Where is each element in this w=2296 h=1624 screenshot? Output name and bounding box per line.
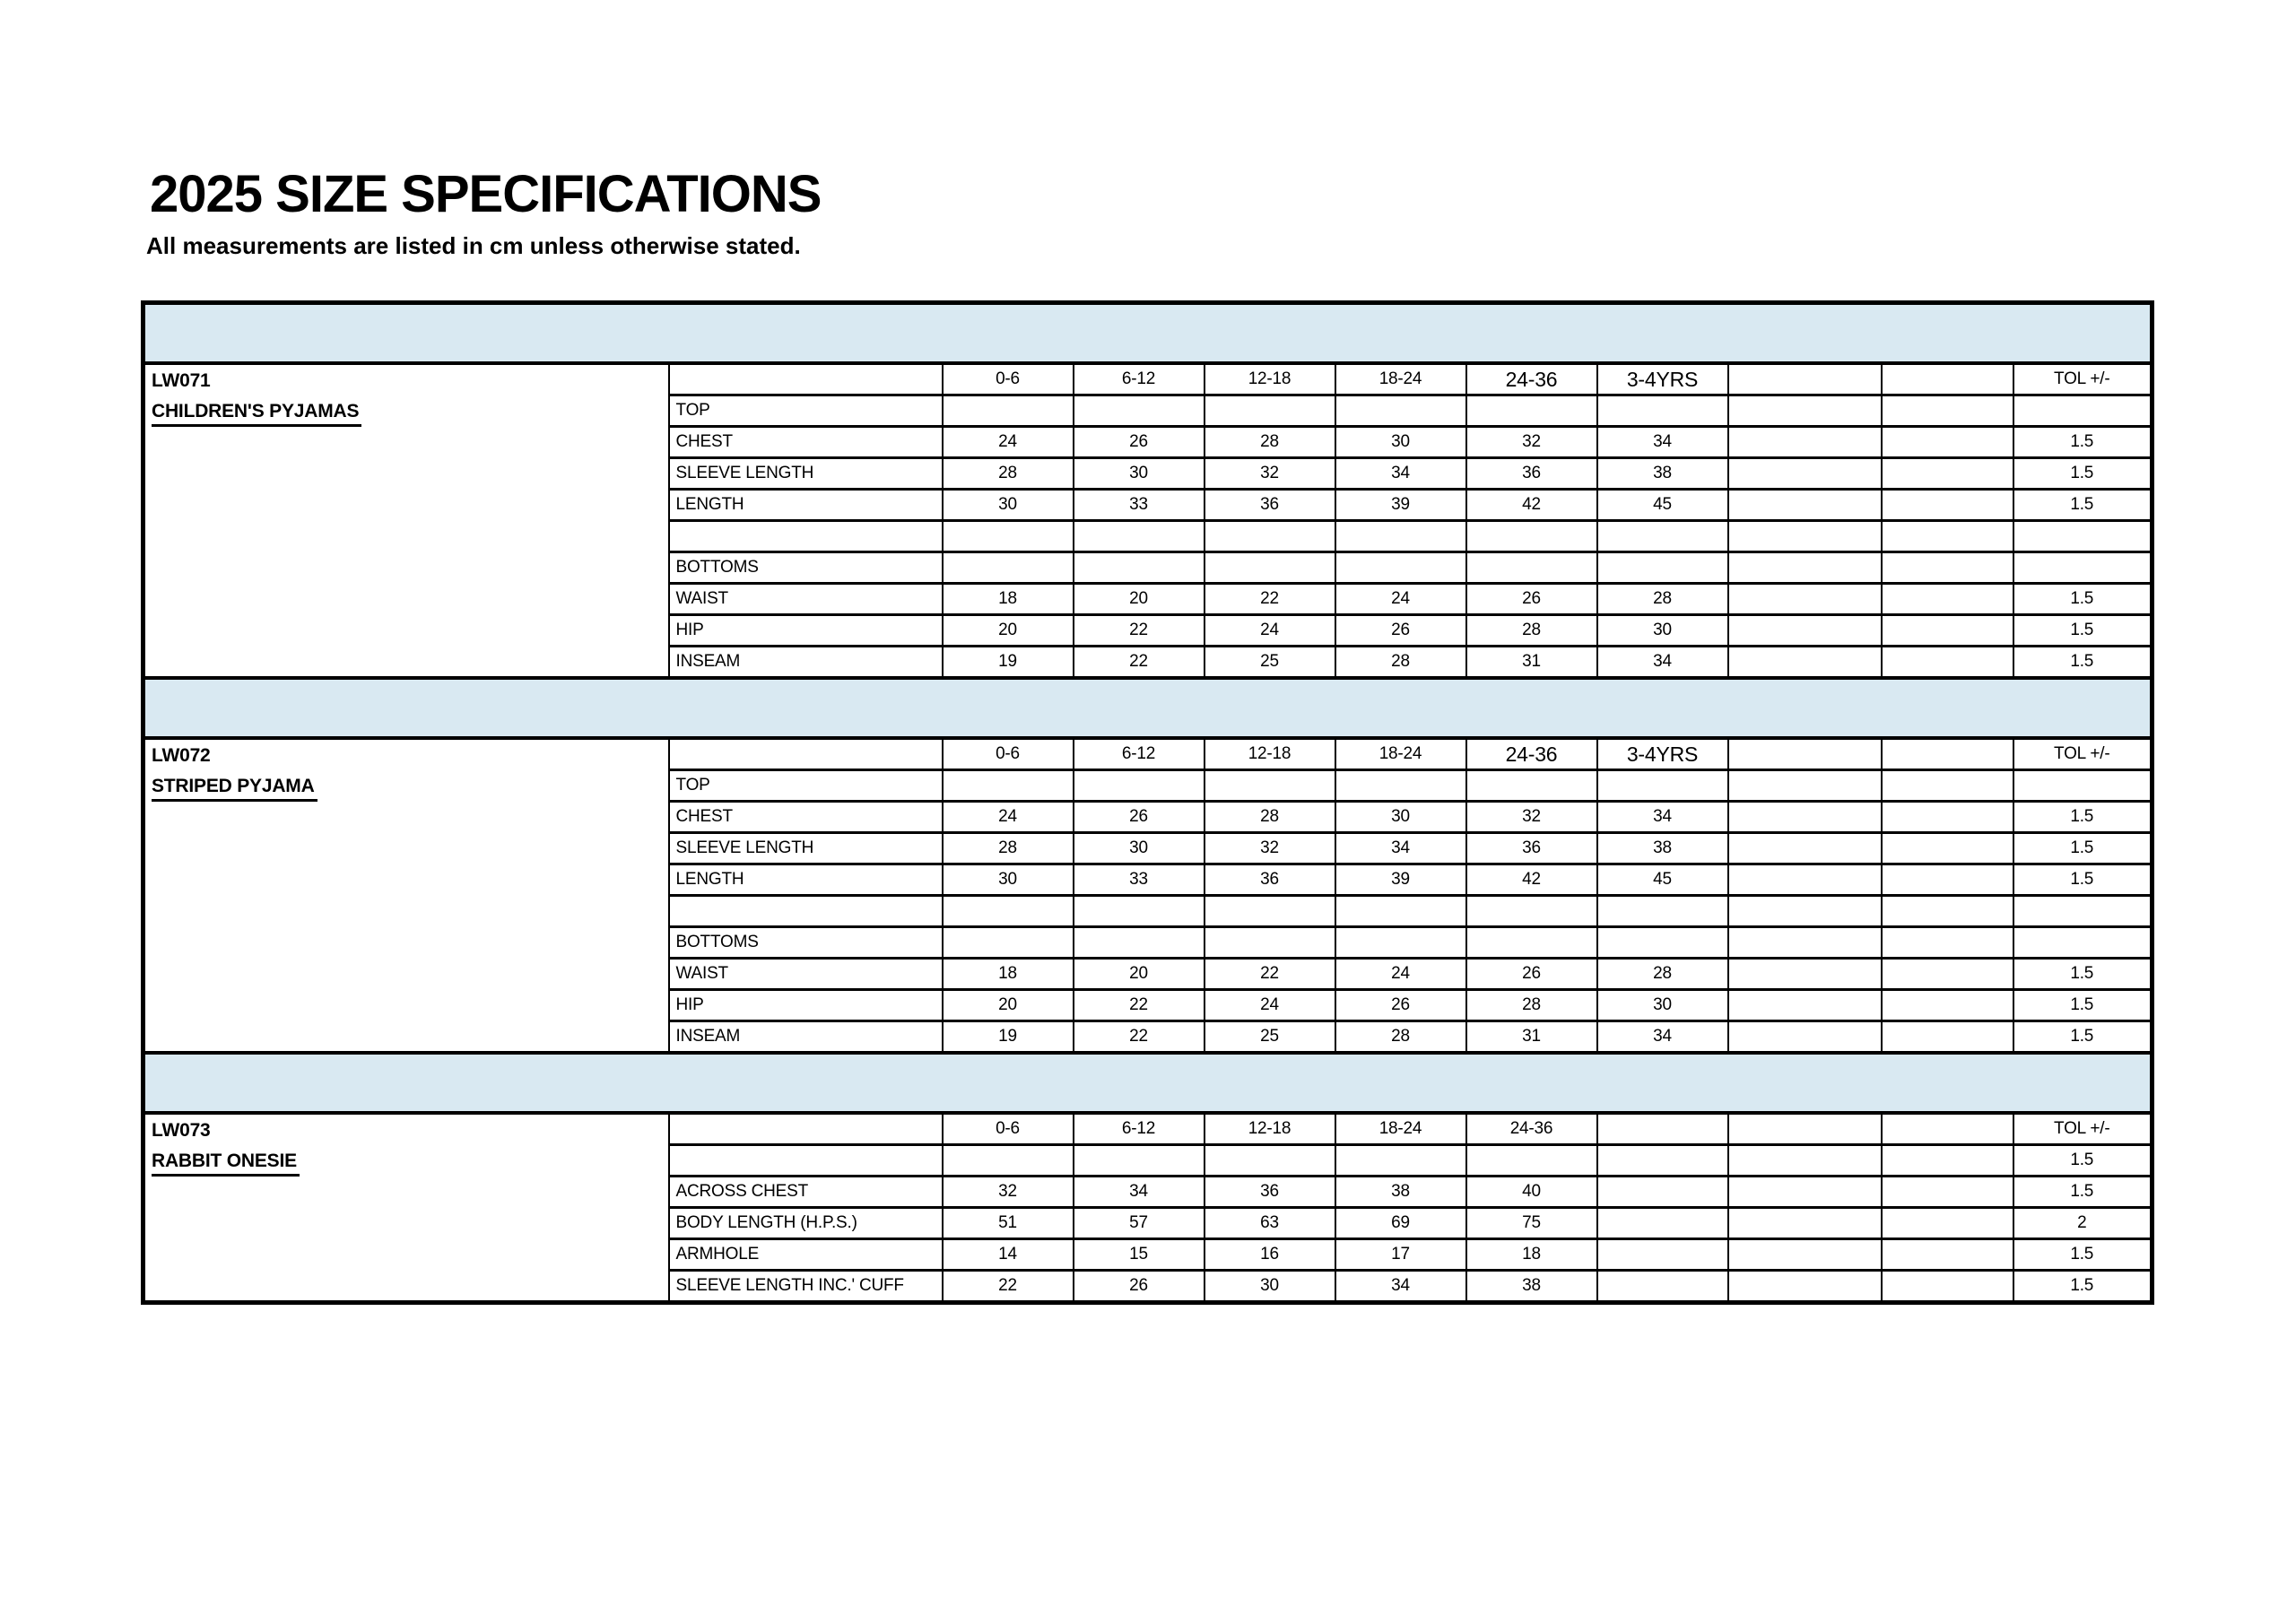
size-value-cell: 28: [1335, 647, 1466, 679]
size-value-cell: 63: [1205, 1208, 1335, 1239]
size-value-cell: 26: [1466, 959, 1597, 990]
filler-cell: [1882, 647, 2013, 679]
filler-cell: [1728, 395, 1882, 427]
empty-label-cell: [669, 738, 943, 770]
size-header-cell: 3-4YRS: [1597, 738, 1728, 770]
measurement-label-cell: BOTTOMS: [669, 552, 943, 584]
size-value-cell: 34: [1597, 1021, 1728, 1054]
measurement-label-cell: INSEAM: [669, 1021, 943, 1054]
size-value-cell: 36: [1466, 833, 1597, 864]
measurement-label-cell: HIP: [669, 990, 943, 1021]
size-header-cell: 18-24: [1335, 363, 1466, 395]
size-value-cell: 14: [943, 1239, 1074, 1271]
size-value-cell: 38: [1466, 1271, 1597, 1303]
size-value-cell: 32: [1466, 802, 1597, 833]
size-value-cell: 31: [1466, 1021, 1597, 1054]
measurement-label-cell: ARMHOLE: [669, 1239, 943, 1271]
size-header-cell: 12-18: [1205, 738, 1335, 770]
filler-cell: [1882, 770, 2013, 802]
size-value-cell: 18: [1466, 1239, 1597, 1271]
size-header-cell: [1597, 1113, 1728, 1145]
filler-cell: [1882, 802, 2013, 833]
size-value-cell: 20: [1074, 959, 1205, 990]
size-value-cell: [1335, 552, 1466, 584]
tolerance-value-cell: [2013, 395, 2152, 427]
filler-cell: [1882, 395, 2013, 427]
filler-cell: [1728, 647, 1882, 679]
size-value-cell: 33: [1074, 490, 1205, 521]
product-name: STRIPED PYJAMA: [152, 776, 317, 802]
tolerance-value-cell: [2013, 521, 2152, 552]
tolerance-value-cell: 1.5: [2013, 427, 2152, 458]
measurement-label-cell: SLEEVE LENGTH: [669, 833, 943, 864]
filler-cell: [1728, 1145, 1882, 1177]
filler-cell: [1882, 864, 2013, 896]
filler-cell: [1882, 427, 2013, 458]
filler-cell: [1882, 1113, 2013, 1145]
filler-cell: [1728, 1113, 1882, 1145]
size-value-cell: 26: [1074, 427, 1205, 458]
tolerance-value-cell: 1.5: [2013, 864, 2152, 896]
size-value-cell: 51: [943, 1208, 1074, 1239]
measurement-label-cell: WAIST: [669, 584, 943, 615]
tolerance-value-cell: 1.5: [2013, 490, 2152, 521]
size-value-cell: 34: [1597, 802, 1728, 833]
size-value-cell: 26: [1074, 802, 1205, 833]
size-value-cell: 30: [1074, 833, 1205, 864]
tolerance-value-cell: 1.5: [2013, 1271, 2152, 1303]
size-value-cell: 20: [943, 990, 1074, 1021]
size-value-cell: [1205, 927, 1335, 959]
filler-cell: [1882, 959, 2013, 990]
size-value-cell: [943, 927, 1074, 959]
size-value-cell: [1205, 552, 1335, 584]
size-value-cell: [1597, 770, 1728, 802]
size-value-cell: 28: [1466, 990, 1597, 1021]
filler-cell: [1882, 927, 2013, 959]
measurement-label-cell: ACROSS CHEST: [669, 1177, 943, 1208]
size-value-cell: 18: [943, 959, 1074, 990]
size-header-cell: 24-36: [1466, 738, 1597, 770]
size-value-cell: [1205, 521, 1335, 552]
measurement-label-cell: HIP: [669, 615, 943, 647]
size-value-cell: [1597, 552, 1728, 584]
size-value-cell: 19: [943, 1021, 1074, 1054]
filler-cell: [1728, 615, 1882, 647]
size-value-cell: 32: [1205, 458, 1335, 490]
size-value-cell: [1466, 521, 1597, 552]
size-value-cell: 31: [1466, 647, 1597, 679]
size-value-cell: 30: [943, 490, 1074, 521]
page-subtitle: All measurements are listed in cm unless otherwise stated.: [146, 232, 801, 259]
tolerance-value-cell: [2013, 927, 2152, 959]
section-divider-band: [144, 678, 2152, 738]
size-value-cell: [1597, 1271, 1728, 1303]
measurement-label-cell: [669, 521, 943, 552]
filler-cell: [1882, 615, 2013, 647]
filler-cell: [1882, 896, 2013, 927]
size-value-cell: 18: [943, 584, 1074, 615]
size-header-cell: 24-36: [1466, 1113, 1597, 1145]
size-value-cell: [1074, 395, 1205, 427]
size-value-cell: 20: [943, 615, 1074, 647]
size-value-cell: 20: [1074, 584, 1205, 615]
size-value-cell: [1466, 770, 1597, 802]
size-value-cell: [1074, 770, 1205, 802]
size-value-cell: 39: [1335, 490, 1466, 521]
size-header-cell: 6-12: [1074, 738, 1205, 770]
size-value-cell: 28: [1597, 584, 1728, 615]
tolerance-value-cell: 1.5: [2013, 647, 2152, 679]
filler-cell: [1728, 990, 1882, 1021]
size-value-cell: 34: [1335, 1271, 1466, 1303]
tolerance-value-cell: 1.5: [2013, 1021, 2152, 1054]
filler-cell: [1728, 802, 1882, 833]
size-value-cell: 42: [1466, 864, 1597, 896]
filler-cell: [1882, 363, 2013, 395]
tolerance-value-cell: 1.5: [2013, 802, 2152, 833]
filler-cell: [1882, 490, 2013, 521]
size-value-cell: 28: [1205, 802, 1335, 833]
measurement-label-cell: LENGTH: [669, 864, 943, 896]
tolerance-header-cell: TOL +/-: [2013, 1113, 2152, 1145]
size-value-cell: 38: [1597, 458, 1728, 490]
size-value-cell: [943, 896, 1074, 927]
filler-cell: [1882, 584, 2013, 615]
filler-cell: [1728, 770, 1882, 802]
size-value-cell: [1335, 896, 1466, 927]
size-value-cell: 57: [1074, 1208, 1205, 1239]
measurement-label-cell: BOTTOMS: [669, 927, 943, 959]
measurement-label-cell: WAIST: [669, 959, 943, 990]
size-value-cell: 42: [1466, 490, 1597, 521]
product-name: RABBIT ONESIE: [152, 1151, 300, 1177]
size-value-cell: [943, 395, 1074, 427]
tolerance-value-cell: 1.5: [2013, 615, 2152, 647]
size-header-cell: 24-36: [1466, 363, 1597, 395]
measurement-label-cell: TOP: [669, 395, 943, 427]
measurement-label-cell: INSEAM: [669, 647, 943, 679]
filler-cell: [1728, 584, 1882, 615]
size-value-cell: 28: [1597, 959, 1728, 990]
size-value-cell: 30: [1597, 615, 1728, 647]
size-value-cell: 22: [1074, 647, 1205, 679]
size-value-cell: 26: [1466, 584, 1597, 615]
size-value-cell: 34: [1597, 427, 1728, 458]
size-value-cell: 32: [943, 1177, 1074, 1208]
size-value-cell: 30: [1335, 427, 1466, 458]
size-header-cell: 6-12: [1074, 363, 1205, 395]
size-value-cell: 45: [1597, 864, 1728, 896]
size-value-cell: [1597, 521, 1728, 552]
tolerance-value-cell: 1.5: [2013, 1239, 2152, 1271]
size-value-cell: 30: [943, 864, 1074, 896]
filler-cell: [1728, 552, 1882, 584]
size-value-cell: 17: [1335, 1239, 1466, 1271]
section-divider-band: [144, 1053, 2152, 1113]
size-header-cell: 0-6: [943, 1113, 1074, 1145]
tolerance-value-cell: 1.5: [2013, 1145, 2152, 1177]
filler-cell: [1882, 1145, 2013, 1177]
size-value-cell: [1466, 927, 1597, 959]
size-value-cell: 24: [1205, 990, 1335, 1021]
size-value-cell: 33: [1074, 864, 1205, 896]
size-value-cell: [1335, 395, 1466, 427]
filler-cell: [1728, 458, 1882, 490]
filler-cell: [1882, 521, 2013, 552]
filler-cell: [1882, 1208, 2013, 1239]
size-value-cell: 32: [1205, 833, 1335, 864]
size-value-cell: 40: [1466, 1177, 1597, 1208]
product-code: LW073: [152, 1120, 211, 1141]
filler-cell: [1728, 864, 1882, 896]
size-value-cell: [1335, 770, 1466, 802]
filler-cell: [1882, 1271, 2013, 1303]
size-value-cell: 24: [1205, 615, 1335, 647]
size-value-cell: 28: [943, 833, 1074, 864]
filler-cell: [1882, 552, 2013, 584]
filler-cell: [1728, 1239, 1882, 1271]
measurement-label-cell: LENGTH: [669, 490, 943, 521]
measurement-label-cell: [669, 1145, 943, 1177]
size-value-cell: 22: [943, 1271, 1074, 1303]
size-value-cell: 38: [1335, 1177, 1466, 1208]
size-value-cell: 30: [1335, 802, 1466, 833]
size-value-cell: 19: [943, 647, 1074, 679]
size-value-cell: 22: [1074, 1021, 1205, 1054]
size-header-cell: 6-12: [1074, 1113, 1205, 1145]
size-value-cell: [1205, 395, 1335, 427]
size-value-cell: 36: [1205, 864, 1335, 896]
section-divider-band: [144, 303, 2152, 364]
size-value-cell: [1466, 896, 1597, 927]
size-header-cell: 18-24: [1335, 738, 1466, 770]
size-value-cell: 36: [1205, 490, 1335, 521]
size-value-cell: 24: [1335, 584, 1466, 615]
filler-cell: [1728, 1177, 1882, 1208]
measurement-label-cell: CHEST: [669, 802, 943, 833]
size-header-cell: 12-18: [1205, 363, 1335, 395]
size-value-cell: 26: [1335, 990, 1466, 1021]
size-value-cell: [1205, 770, 1335, 802]
product-code: LW071: [152, 370, 211, 391]
size-value-cell: [1074, 927, 1205, 959]
tolerance-value-cell: 2: [2013, 1208, 2152, 1239]
size-value-cell: [1597, 1177, 1728, 1208]
size-value-cell: 28: [943, 458, 1074, 490]
size-header-cell: 0-6: [943, 738, 1074, 770]
size-value-cell: 30: [1074, 458, 1205, 490]
size-value-cell: [1466, 552, 1597, 584]
empty-label-cell: [669, 1113, 943, 1145]
filler-cell: [1728, 833, 1882, 864]
size-value-cell: [943, 1145, 1074, 1177]
size-value-cell: 28: [1466, 615, 1597, 647]
size-value-cell: [943, 770, 1074, 802]
size-value-cell: 24: [1335, 959, 1466, 990]
filler-cell: [1728, 1021, 1882, 1054]
measurement-label-cell: [669, 896, 943, 927]
filler-cell: [1728, 959, 1882, 990]
size-value-cell: 22: [1205, 959, 1335, 990]
tolerance-value-cell: 1.5: [2013, 990, 2152, 1021]
size-value-cell: [1597, 1145, 1728, 1177]
filler-cell: [1728, 521, 1882, 552]
filler-cell: [1728, 927, 1882, 959]
size-value-cell: 69: [1335, 1208, 1466, 1239]
tolerance-value-cell: 1.5: [2013, 959, 2152, 990]
size-value-cell: [1074, 552, 1205, 584]
size-header-cell: 3-4YRS: [1597, 363, 1728, 395]
size-value-cell: [1597, 1239, 1728, 1271]
size-value-cell: 22: [1205, 584, 1335, 615]
filler-cell: [1882, 1177, 2013, 1208]
size-value-cell: [1597, 896, 1728, 927]
size-value-cell: 26: [1074, 1271, 1205, 1303]
tolerance-value-cell: 1.5: [2013, 584, 2152, 615]
size-value-cell: 36: [1466, 458, 1597, 490]
size-value-cell: [943, 521, 1074, 552]
size-value-cell: [1074, 1145, 1205, 1177]
size-value-cell: [1205, 1145, 1335, 1177]
size-value-cell: 45: [1597, 490, 1728, 521]
size-value-cell: [1597, 395, 1728, 427]
product-name: CHILDREN'S PYJAMAS: [152, 401, 361, 427]
measurement-label-cell: SLEEVE LENGTH INC.' CUFF: [669, 1271, 943, 1303]
size-value-cell: 34: [1335, 833, 1466, 864]
size-value-cell: 32: [1466, 427, 1597, 458]
size-value-cell: [1597, 1208, 1728, 1239]
tolerance-value-cell: [2013, 896, 2152, 927]
tolerance-header-cell: TOL +/-: [2013, 738, 2152, 770]
tolerance-value-cell: 1.5: [2013, 1177, 2152, 1208]
size-header-cell: 18-24: [1335, 1113, 1466, 1145]
size-value-cell: 36: [1205, 1177, 1335, 1208]
page-title: 2025 SIZE SPECIFICATIONS: [150, 165, 822, 223]
size-header-cell: 12-18: [1205, 1113, 1335, 1145]
size-value-cell: [1205, 896, 1335, 927]
measurement-label-cell: TOP: [669, 770, 943, 802]
tolerance-value-cell: [2013, 552, 2152, 584]
measurement-label-cell: SLEEVE LENGTH: [669, 458, 943, 490]
tolerance-value-cell: 1.5: [2013, 458, 2152, 490]
size-spec-table: [141, 300, 2154, 1305]
size-value-cell: [943, 552, 1074, 584]
size-value-cell: [1597, 927, 1728, 959]
size-value-cell: 30: [1205, 1271, 1335, 1303]
size-spec-sheet: [141, 300, 2154, 1305]
size-value-cell: 39: [1335, 864, 1466, 896]
size-value-cell: 28: [1335, 1021, 1466, 1054]
product-cell: [144, 363, 669, 678]
size-value-cell: 15: [1074, 1239, 1205, 1271]
filler-cell: [1728, 427, 1882, 458]
filler-cell: [1882, 990, 2013, 1021]
filler-cell: [1882, 1021, 2013, 1054]
size-value-cell: 25: [1205, 1021, 1335, 1054]
filler-cell: [1728, 738, 1882, 770]
size-value-cell: 28: [1205, 427, 1335, 458]
tolerance-value-cell: 1.5: [2013, 833, 2152, 864]
product-code: LW072: [152, 745, 211, 766]
size-value-cell: 16: [1205, 1239, 1335, 1271]
size-value-cell: [1466, 1145, 1597, 1177]
size-value-cell: [1335, 521, 1466, 552]
empty-label-cell: [669, 363, 943, 395]
filler-cell: [1728, 896, 1882, 927]
size-value-cell: 34: [1335, 458, 1466, 490]
size-value-cell: 22: [1074, 990, 1205, 1021]
product-cell: [144, 1113, 669, 1303]
filler-cell: [1882, 1239, 2013, 1271]
size-value-cell: 22: [1074, 615, 1205, 647]
size-value-cell: 75: [1466, 1208, 1597, 1239]
size-value-cell: 24: [943, 802, 1074, 833]
size-value-cell: 24: [943, 427, 1074, 458]
size-value-cell: 30: [1597, 990, 1728, 1021]
filler-cell: [1728, 490, 1882, 521]
filler-cell: [1728, 1271, 1882, 1303]
size-value-cell: 34: [1074, 1177, 1205, 1208]
size-value-cell: [1335, 927, 1466, 959]
measurement-label-cell: BODY LENGTH (H.P.S.): [669, 1208, 943, 1239]
size-value-cell: [1074, 521, 1205, 552]
filler-cell: [1882, 458, 2013, 490]
filler-cell: [1728, 1208, 1882, 1239]
size-value-cell: 34: [1597, 647, 1728, 679]
size-header-cell: 0-6: [943, 363, 1074, 395]
tolerance-header-cell: TOL +/-: [2013, 363, 2152, 395]
size-value-cell: [1466, 395, 1597, 427]
size-value-cell: 26: [1335, 615, 1466, 647]
size-value-cell: [1074, 896, 1205, 927]
filler-cell: [1882, 738, 2013, 770]
tolerance-value-cell: [2013, 770, 2152, 802]
measurement-label-cell: CHEST: [669, 427, 943, 458]
product-cell: [144, 738, 669, 1053]
filler-cell: [1882, 833, 2013, 864]
size-value-cell: [1335, 1145, 1466, 1177]
filler-cell: [1728, 363, 1882, 395]
size-value-cell: 25: [1205, 647, 1335, 679]
size-value-cell: 38: [1597, 833, 1728, 864]
